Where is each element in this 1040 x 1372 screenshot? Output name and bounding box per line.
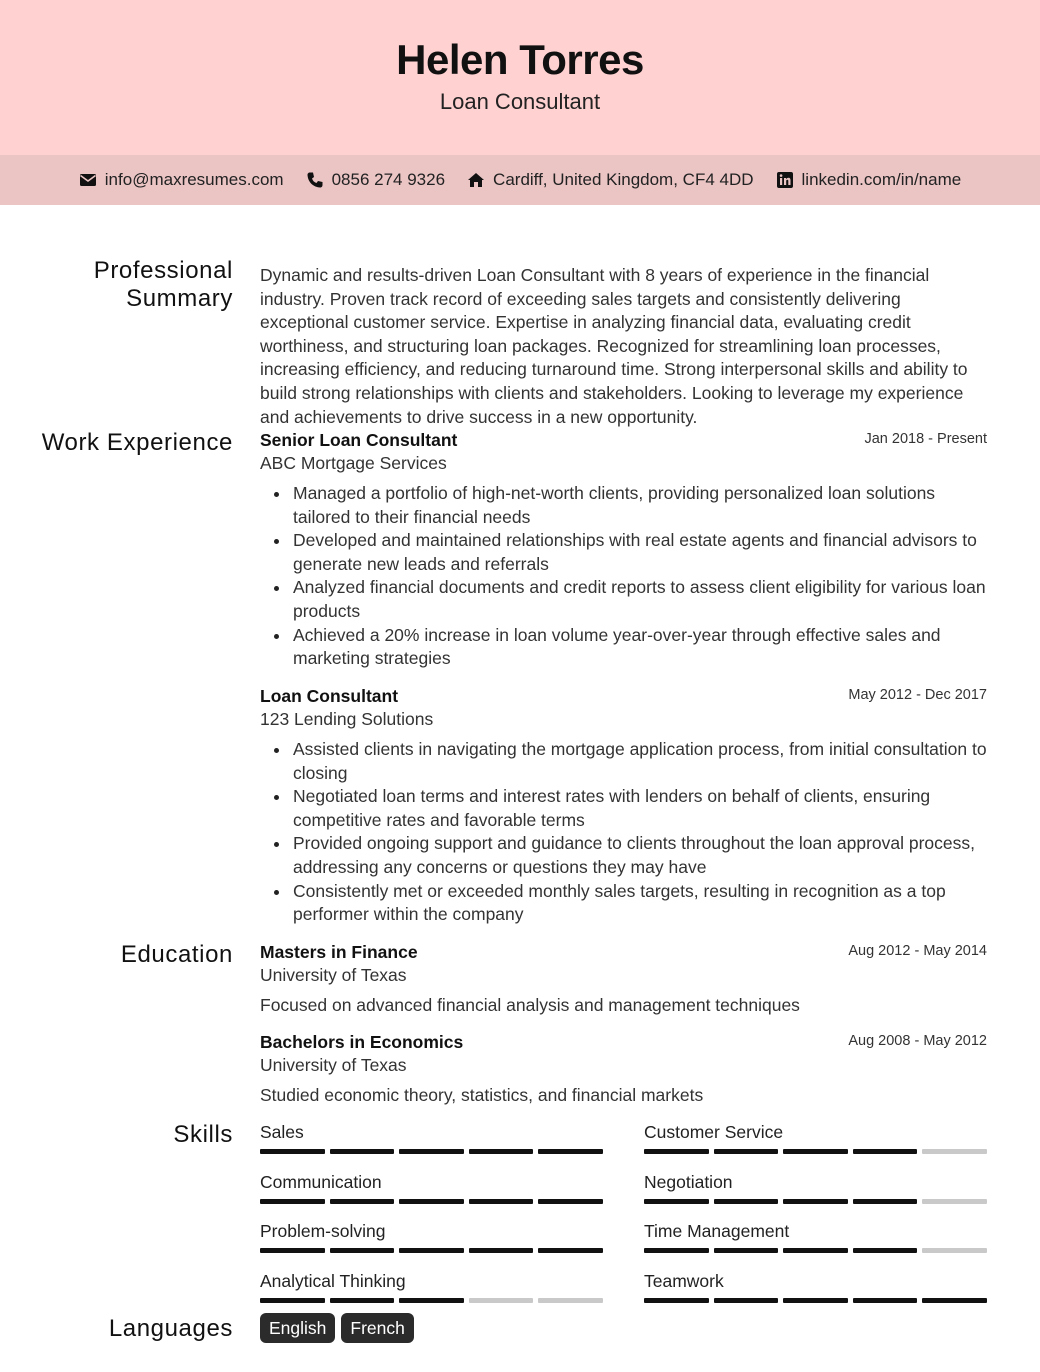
skill-segment-empty <box>469 1298 534 1303</box>
skill-segment-filled <box>644 1199 709 1204</box>
skill-level-bar <box>644 1298 987 1303</box>
skill-segment-filled <box>330 1248 395 1253</box>
bullet-item: Provided ongoing support and guidance to clients throughout the loan approval process, addressing any concerns or questions they may have <box>260 832 987 879</box>
section-title-work: Work Experience <box>41 429 233 456</box>
education-description: Studied economic theory, statistics, and financial markets <box>260 1085 704 1105</box>
skill-segment-filled <box>853 1199 918 1204</box>
skill-level-bar <box>260 1199 603 1204</box>
bullet-item: Developed and maintained relationships with real estate agents and financial advisors to generate new leads and referrals <box>260 529 987 576</box>
contact-phone-text: 0856 274 9326 <box>331 170 446 189</box>
skill-level-bar <box>644 1248 987 1253</box>
skill-segment-filled <box>644 1149 709 1154</box>
skill-segment-filled <box>538 1149 603 1154</box>
skill-level-bar <box>644 1199 987 1204</box>
skill-item <box>644 1121 987 1143</box>
envelope-icon <box>79 171 97 189</box>
education-dates: Aug 2012 - May 2014 <box>848 943 987 959</box>
skill-segment-filled <box>783 1149 848 1154</box>
education-dates: Aug 2008 - May 2012 <box>848 1033 987 1049</box>
skill-segment-empty <box>922 1248 987 1253</box>
skill-segment-filled <box>714 1298 779 1303</box>
section-title-education: Education <box>120 941 233 968</box>
skill-segment-empty <box>922 1149 987 1154</box>
skill-level-bar <box>644 1149 987 1154</box>
skill-name: Sales <box>260 1122 304 1142</box>
skill-name: Communication <box>260 1172 382 1192</box>
skill-segment-empty <box>538 1298 603 1303</box>
skill-item <box>260 1171 603 1193</box>
education-entry <box>260 941 987 1017</box>
skill-name: Analytical Thinking <box>260 1271 406 1291</box>
languages-list <box>260 1313 414 1343</box>
skill-segment-filled <box>644 1248 709 1253</box>
contact-linkedin-text: linkedin.com/in/name <box>801 170 962 189</box>
skill-segment-filled <box>469 1248 534 1253</box>
education-school: University of Texas <box>260 965 407 985</box>
contact-address <box>467 170 753 190</box>
job-entry <box>260 429 987 671</box>
job-title: Loan Consultant <box>439 89 601 114</box>
section-title-summary: Professional Summary <box>93 257 233 312</box>
education-school: University of Texas <box>260 1055 407 1075</box>
job-entry-dates: May 2012 - Dec 2017 <box>848 687 987 703</box>
skill-item <box>260 1121 603 1143</box>
skill-item <box>260 1270 603 1292</box>
skill-name: Negotiation <box>644 1172 733 1192</box>
skill-item <box>644 1220 987 1242</box>
skill-segment-filled <box>469 1149 534 1154</box>
education-description: Focused on advanced financial analysis and management techniques <box>260 995 800 1015</box>
skill-segment-filled <box>853 1298 918 1303</box>
candidate-name: Helen Torres <box>396 36 644 83</box>
skill-level-bar <box>260 1298 603 1303</box>
phone-icon <box>306 171 324 189</box>
skill-segment-filled <box>330 1149 395 1154</box>
skill-segment-filled <box>644 1298 709 1303</box>
bullet-item: Assisted clients in navigating the mortgage application process, from initial consultation to closing <box>260 738 987 785</box>
work-experience <box>260 429 987 929</box>
skill-segment-filled <box>783 1199 848 1204</box>
skill-segment-filled <box>538 1199 603 1204</box>
skill-segment-filled <box>399 1149 464 1154</box>
linkedin-icon <box>776 171 794 189</box>
job-entry <box>260 685 987 927</box>
skill-segment-filled <box>538 1248 603 1253</box>
education-degree: Masters in Finance <box>260 942 418 962</box>
skill-segment-filled <box>714 1149 779 1154</box>
skill-segment-filled <box>783 1248 848 1253</box>
skill-level-bar <box>260 1149 603 1154</box>
education-degree: Bachelors in Economics <box>260 1032 464 1052</box>
language-badge: French <box>341 1313 413 1343</box>
bullet-item: Consistently met or exceeded monthly sales targets, resulting in recognition as a top performer within the company <box>260 880 987 927</box>
language-badge: English <box>260 1313 335 1343</box>
skill-name: Problem-solving <box>260 1221 386 1241</box>
skill-level-bar <box>260 1248 603 1253</box>
bullet-item: Analyzed financial documents and credit reports to assess client eligibility for various loan products <box>260 576 987 623</box>
skill-segment-empty <box>922 1199 987 1204</box>
job-entry-bullets <box>260 738 987 927</box>
skill-segment-filled <box>853 1149 918 1154</box>
contact-address-text: Cardiff, United Kingdom, CF4 4DD <box>493 170 754 189</box>
education-entry <box>260 1031 987 1107</box>
section-title-languages: Languages <box>108 1315 233 1342</box>
skill-segment-filled <box>330 1298 395 1303</box>
skill-segment-filled <box>260 1248 325 1253</box>
job-entry-company: 123 Lending Solutions <box>260 709 434 729</box>
skill-item <box>644 1270 987 1292</box>
bullet-item: Achieved a 20% increase in loan volume year-over-year through effective sales and marketing strategies <box>260 624 987 671</box>
job-entry-title: Senior Loan Consultant <box>260 430 458 450</box>
header-banner <box>0 0 1040 155</box>
contact-bar <box>0 155 1040 205</box>
education-list <box>260 941 987 1111</box>
skill-segment-filled <box>330 1199 395 1204</box>
skill-segment-filled <box>260 1199 325 1204</box>
bullet-item: Negotiated loan terms and interest rates with lenders on behalf of clients, ensuring competitive rates and favorable terms <box>260 785 987 832</box>
home-icon <box>467 171 485 189</box>
skill-segment-filled <box>714 1248 779 1253</box>
skill-item <box>260 1220 603 1242</box>
skills-grid <box>260 1121 987 1311</box>
summary-text: Dynamic and results-driven Loan Consultant with 8 years of experience in the financial industry. Proven track record of exceeding sales targets and consistently delivering exceptional customer service. Expertise in analyzing financial data, evaluating credit worthiness, and structuring loan packages. Recognized for streamlining loan processes, increasing efficiency, and reducing turnaround time. Strong interpersonal skills and ability to build strong relationships with clients and stakeholders. Looking to leverage my experience and achievements to drive success in a new opportunity. <box>260 265 968 427</box>
skill-segment-filled <box>399 1199 464 1204</box>
contact-linkedin[interactable] <box>776 170 962 190</box>
skill-segment-filled <box>399 1298 464 1303</box>
skill-segment-filled <box>922 1298 987 1303</box>
skill-segment-filled <box>783 1298 848 1303</box>
skill-name: Time Management <box>644 1221 790 1241</box>
contact-email-text: info@maxresumes.com <box>104 170 284 189</box>
contact-phone[interactable] <box>306 170 445 190</box>
job-entry-title: Loan Consultant <box>260 686 399 706</box>
job-entry-dates: Jan 2018 - Present <box>864 431 987 447</box>
skill-item <box>644 1171 987 1193</box>
bullet-item: Managed a portfolio of high-net-worth clients, providing personalized loan solutions tailored to their financial needs <box>260 482 987 529</box>
skill-segment-filled <box>714 1199 779 1204</box>
job-entry-bullets <box>260 482 987 671</box>
skill-segment-filled <box>469 1199 534 1204</box>
skill-segment-filled <box>260 1149 325 1154</box>
contact-email[interactable] <box>79 170 284 190</box>
skill-segment-filled <box>260 1298 325 1303</box>
job-entry-company: ABC Mortgage Services <box>260 453 447 473</box>
skill-name: Teamwork <box>644 1271 724 1291</box>
section-title-skills: Skills <box>173 1121 233 1148</box>
skill-segment-filled <box>399 1248 464 1253</box>
skill-segment-filled <box>853 1248 918 1253</box>
skill-name: Customer Service <box>644 1122 784 1142</box>
